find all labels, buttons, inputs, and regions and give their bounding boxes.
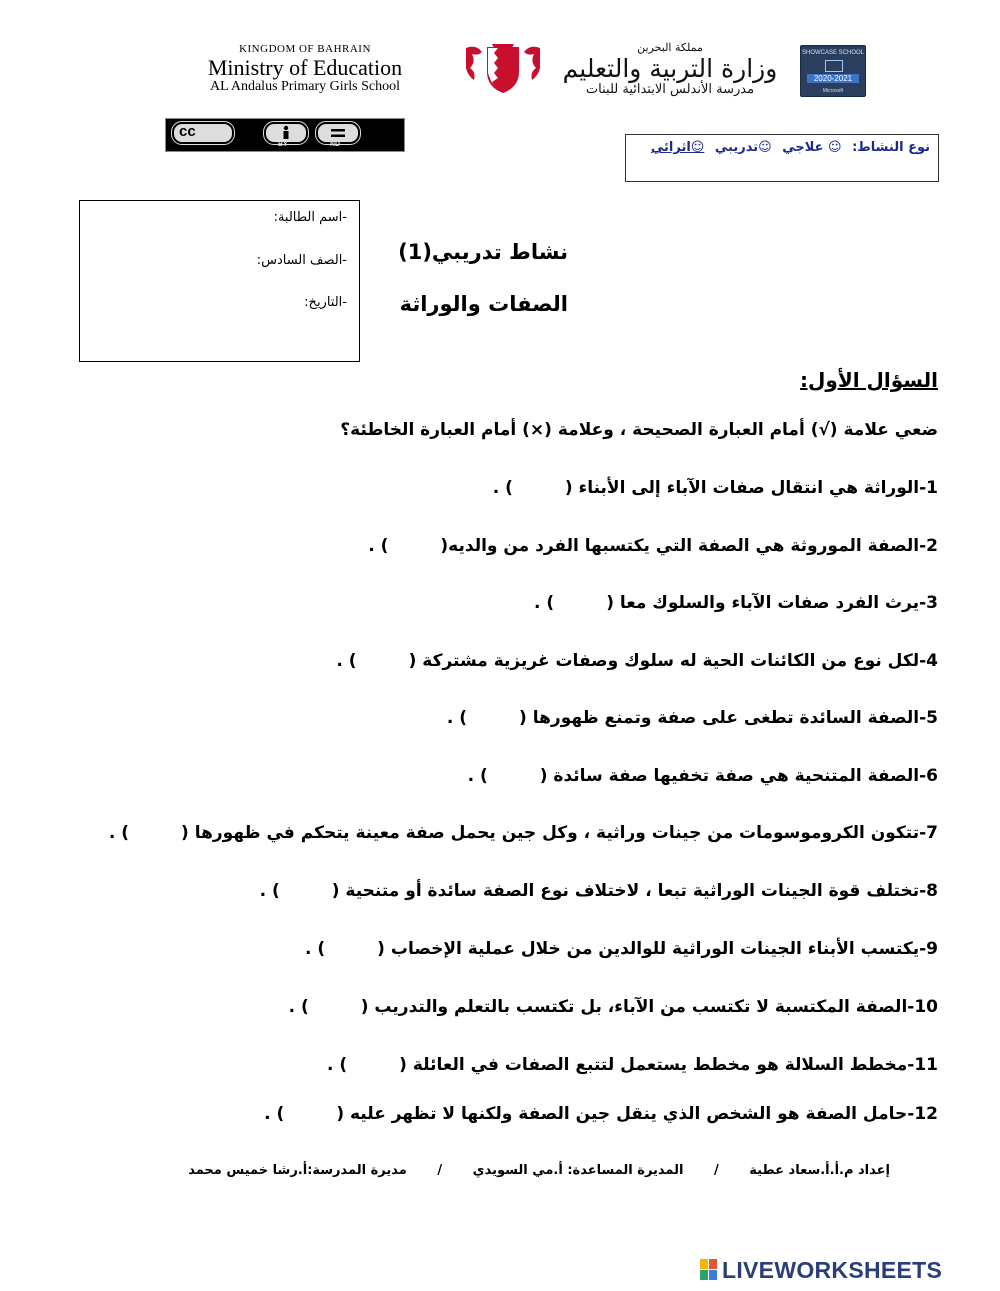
item-text: 2-الصفة الموروثة هي الصفة التي يكتسبها الفرد من والديه( <box>440 536 938 556</box>
activity-type-label: نوع النشاط: <box>852 140 930 155</box>
bahrain-crest-icon <box>462 42 544 94</box>
student-grade-field[interactable]: -الصف السادس: <box>256 253 347 268</box>
answer-blank[interactable] <box>309 998 361 1016</box>
question-item <box>260 881 938 901</box>
item-text: 3-يرث الفرد صفات الآباء والسلوك معا ( <box>606 593 938 613</box>
question-item <box>336 651 938 671</box>
answer-blank[interactable] <box>129 824 181 842</box>
item-close: ) . <box>288 997 309 1017</box>
page-title: نشاط تدريبي(1) <box>398 240 568 264</box>
item-close: ) . <box>446 708 468 728</box>
answer-blank[interactable] <box>357 652 409 670</box>
page-subtitle: الصفات والوراثة <box>399 292 568 316</box>
answer-blank[interactable] <box>513 479 565 497</box>
activity-option-remedial[interactable]: ☺ علاجي <box>782 140 842 155</box>
assistant-principal: المديرة المساعدة: أ.مي السويدي <box>472 1163 684 1178</box>
question-instruction: ضعي علامة (√) أمام العبارة الصحيحة ، وعلامة (×) أمام العبارة الخاطئة؟ <box>340 420 938 440</box>
nd-label: ND <box>330 141 341 148</box>
item-text: 9-يكتسب الأبناء الجينات الوراثية للوالدين من خلال عملية الإخصاب ( <box>377 939 938 959</box>
item-text: 5-الصفة السائدة تطغى على صفة وتمنع ظهورها ( <box>519 708 938 728</box>
item-close: ) . <box>336 651 357 671</box>
cc-license-badge <box>165 118 405 152</box>
activity-option-enrichment[interactable]: ☺اثرائي <box>650 140 705 155</box>
school-principal: مديرة المدرسة:أ.رشا خميس محمد <box>188 1163 407 1178</box>
question-item <box>264 1104 938 1124</box>
question-item <box>447 708 938 728</box>
badge-brand: Microsoft <box>822 88 844 94</box>
answer-blank[interactable] <box>554 594 606 612</box>
item-close: ) . <box>305 939 326 959</box>
question-item <box>109 823 938 843</box>
item-close: ) . <box>467 766 488 786</box>
school-label: AL Andalus Primary Girls School <box>209 79 401 94</box>
badge-frame-icon <box>825 60 843 72</box>
prepared-by: إعداد م.أ.أ.سعاد عطية <box>749 1163 890 1178</box>
answer-blank[interactable] <box>280 882 332 900</box>
item-text: 1-الوراثة هي انتقال صفات الآباء إلى الأبناء ( <box>564 478 938 498</box>
question-heading: السؤال الأول: <box>800 368 938 392</box>
by-label: BY <box>278 141 288 148</box>
kingdom-label: KINGDOM OF BAHRAIN <box>239 43 371 55</box>
item-close: ) . <box>492 478 513 498</box>
item-close: ) . <box>264 1104 285 1124</box>
item-text: 11-مخطط السلالة هو مخطط يستعمل لتتبع الصفات في العائلة ( <box>399 1055 938 1075</box>
ministry-label-ar: وزارة التربية والتعليم <box>562 53 778 83</box>
question-item <box>493 478 938 498</box>
activity-option-training[interactable]: ☺تدريبي <box>714 140 772 155</box>
ministry-header-english <box>150 44 460 94</box>
item-close: ) . <box>108 823 130 843</box>
item-close: ) . <box>327 1055 348 1075</box>
liveworksheets-blocks-icon <box>700 1259 718 1281</box>
answer-blank[interactable] <box>467 709 519 727</box>
student-name-field[interactable]: -اسم الطالبة: <box>273 210 347 225</box>
student-date-field[interactable]: -التاريخ: <box>304 295 347 310</box>
credits-footer <box>100 1163 890 1178</box>
answer-blank[interactable] <box>388 537 440 555</box>
item-text: 8-تختلف قوة الجينات الوراثية تبعا ، لاختلاف نوع الصفة سائدة أو متنحية ( <box>331 881 938 901</box>
showcase-school-badge <box>800 45 866 97</box>
school-label-ar: مدرسة الأندلس الابتدائية للبنات <box>585 82 755 98</box>
question-item <box>534 593 938 613</box>
question-item <box>368 536 938 556</box>
item-text: 12-حامل الصفة هو الشخص الذي ينقل جين الصفة ولكنها لا تظهر عليه ( <box>336 1104 938 1124</box>
answer-blank[interactable] <box>325 940 377 958</box>
badge-year: 2020-2021 <box>807 74 859 83</box>
answer-blank[interactable] <box>488 767 540 785</box>
question-item <box>327 1055 938 1075</box>
ministry-header-arabic <box>545 42 795 98</box>
item-close: ) . <box>259 881 280 901</box>
separator: / <box>437 1163 443 1178</box>
liveworksheets-logo <box>700 1256 942 1284</box>
question-item <box>289 997 938 1017</box>
item-text: 4-لكل نوع من الكائنات الحية له سلوك وصفات غريزية مشتركة ( <box>408 651 938 671</box>
cc-logo-text: cc <box>179 123 196 140</box>
separator: / <box>714 1163 719 1178</box>
badge-title: SHOWCASE SCHOOL <box>801 50 864 56</box>
student-info-box <box>79 200 360 362</box>
question-item <box>468 766 938 786</box>
question-item <box>305 939 938 959</box>
liveworksheets-wordmark: LIVEWORKSHEETS <box>722 1256 943 1283</box>
item-text: 10-الصفة المكتسبة لا تكتسب من الآباء، بل تكتسب بالتعلم والتدريب ( <box>360 997 938 1017</box>
item-close: ) . <box>534 593 555 613</box>
answer-blank[interactable] <box>347 1056 399 1074</box>
answer-blank[interactable] <box>284 1105 336 1123</box>
item-text: 6-الصفة المتنحية هي صفة تخفيها صفة سائدة ( <box>539 766 938 786</box>
activity-type-box <box>625 134 939 182</box>
item-text: 7-تتكون الكروموسومات من جينات وراثية ، وكل جين يحمل صفة معينة يتحكم في ظهورها ( <box>181 823 938 843</box>
kingdom-label-ar: مملكة البحرين <box>637 41 703 54</box>
item-close: ) . <box>368 536 389 556</box>
ministry-label: Ministry of Education <box>207 55 403 80</box>
